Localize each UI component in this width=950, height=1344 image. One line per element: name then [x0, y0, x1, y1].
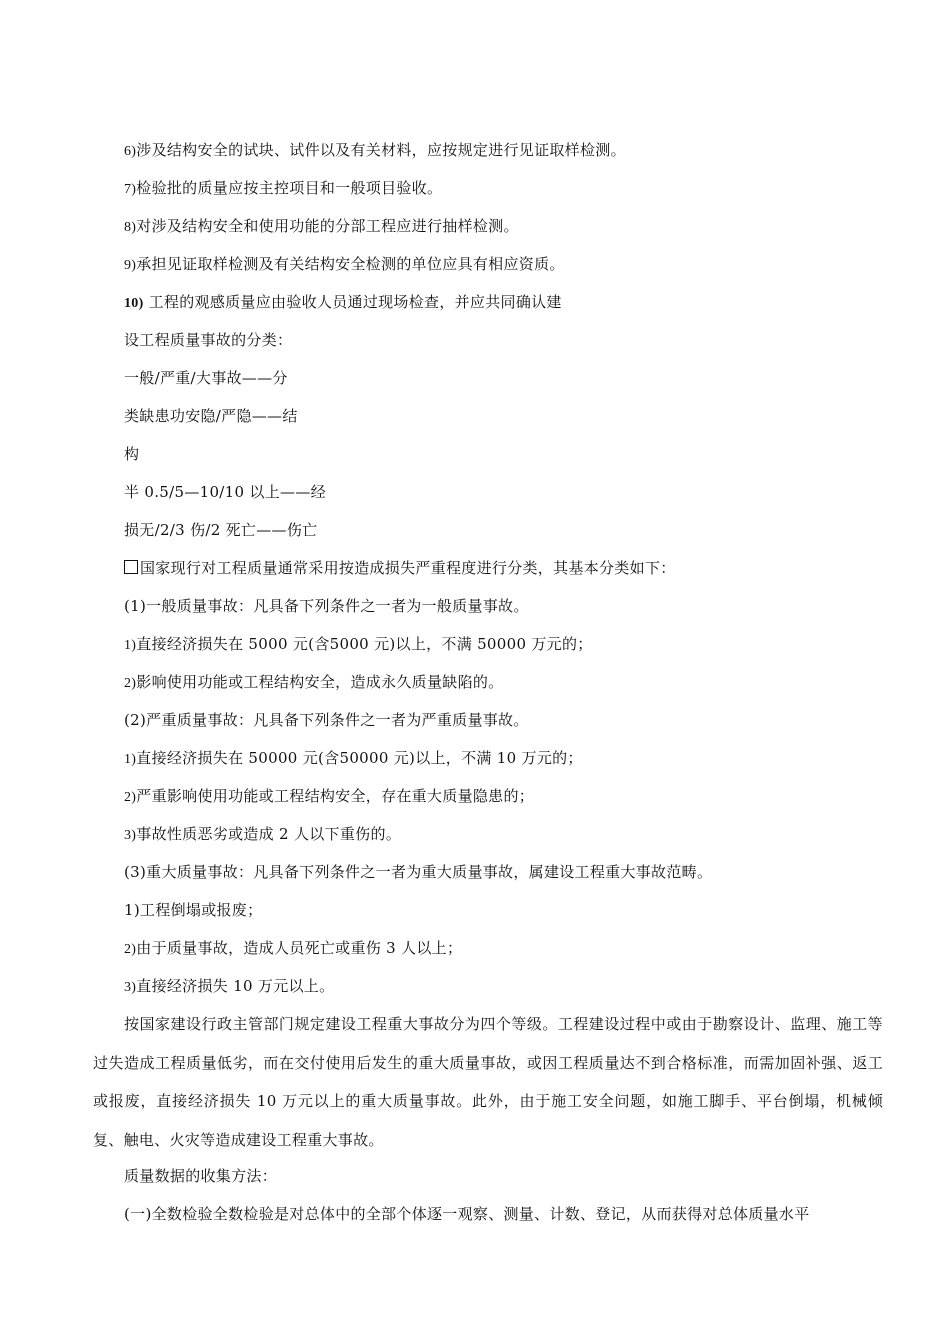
text-line: 质量数据的收集方法：	[124, 1167, 278, 1185]
list-item	[124, 748, 583, 770]
section-heading-classification	[124, 330, 292, 350]
note-line	[124, 406, 298, 426]
item-number: 2)	[124, 942, 137, 957]
list-item	[124, 786, 534, 808]
list-item-6	[124, 140, 626, 162]
item-text: 直接经济损失 10 万元以上。	[136, 977, 335, 995]
item-text: 直接经济损失在 5000 元(含5000 元)以上，不满 50000 万元的；	[136, 635, 593, 653]
list-item	[124, 634, 593, 656]
item-number: 6)	[124, 144, 137, 159]
text-line: (1)一般质量事故：凡具备下列条件之一者为一般质量事故。	[124, 597, 529, 615]
text-line: 损无/2/3 伤/2 死亡——伤亡	[124, 521, 318, 539]
list-item	[124, 824, 401, 846]
text-line: 半 0.5/5—10/10 以上——经	[124, 483, 326, 501]
list-item-10	[124, 292, 562, 314]
item-number: 1)	[124, 752, 137, 767]
item-number: 8)	[124, 220, 137, 235]
list-item	[124, 976, 334, 998]
item-number: 7)	[124, 182, 137, 197]
item-text: 由于质量事故，造成人员死亡或重伤 3 人以上；	[136, 939, 463, 957]
item-number: 2)	[124, 790, 137, 805]
list-item-8	[124, 216, 519, 238]
subheading-major-accident	[124, 862, 712, 882]
subheading-serious-accident	[124, 710, 529, 730]
item-number: 10)	[124, 296, 144, 311]
note-line	[124, 482, 326, 502]
item-text: 直接经济损失在 50000 元(含50000 元)以上，不满 10 万元的；	[136, 749, 583, 767]
item-number: 9)	[124, 258, 137, 273]
item-number: 3)	[124, 828, 137, 843]
item-number: 1)	[124, 638, 137, 653]
paragraph-major-accident-grades: 按国家建设行政主管部门规定建设工程重大事故分为四个等级。工程建设过程中或由于勘察设计、监理、施工等过失造成工程质量低劣，而在交付使用后发生的重大质量事故，或因工程质量达不到合格标准，而需加固补强、返工或报废，直接经济损失 10 万元以上的重大质量事故。此外，由于施工安全问题，如施工脚手、平台倒塌，机械倾复、触电、火灾等造成建设工程重大事故。	[93, 1015, 883, 1149]
item-text: 检验批的质量应按主控项目和一般项目验收。	[136, 179, 443, 197]
item-text: 涉及结构安全的试块、试件以及有关材料，应按规定进行见证取样检测。	[136, 141, 626, 159]
item-text: 影响使用功能或工程结构安全，造成永久质量缺陷的。	[136, 673, 504, 691]
list-item	[124, 672, 503, 694]
text-line: 类缺患功安隐/严隐——结	[124, 407, 298, 425]
text-line: 国家现行对工程质量通常采用按造成损失严重程度进行分类，其基本分类如下：	[140, 559, 676, 577]
list-item-9	[124, 254, 565, 276]
paragraph-full-inspection	[124, 1204, 810, 1224]
list-item	[124, 900, 262, 920]
item-text: 事故性质恶劣或造成 2 人以下重伤的。	[136, 825, 402, 843]
note-line	[124, 520, 317, 540]
text-line: 构	[124, 445, 140, 463]
item-text: 工程的观感质量应由验收人员通过现场检查，并应共同确认建	[143, 293, 562, 311]
item-number: 3)	[124, 980, 137, 995]
text-line: 设工程质量事故的分类：	[124, 331, 293, 349]
item-text: 对涉及结构安全和使用功能的分部工程应进行抽样检测。	[136, 217, 519, 235]
item-text: 承担见证取样检测及有关结构安全检测的单位应具有相应资质。	[136, 255, 565, 273]
note-line	[124, 368, 288, 388]
list-item	[124, 938, 462, 960]
item-text: 严重影响使用功能或工程结构安全，存在重大质量隐患的；	[136, 787, 535, 805]
text-line: (3)重大质量事故：凡具备下列条件之一者为重大质量事故，属建设工程重大事故范畴。	[124, 863, 713, 881]
classification-intro	[124, 558, 676, 578]
text-line: (2)严重质量事故：凡具备下列条件之一者为严重质量事故。	[124, 711, 529, 729]
text-line: (一)全数检验全数检验是对总体中的全部个体逐一观察、测量、计数、登记，从而获得对总体质量水平	[124, 1205, 810, 1223]
list-item-7	[124, 178, 442, 200]
subheading-general-accident	[124, 596, 529, 616]
note-line	[124, 444, 139, 464]
item-text: 1)工程倒塌或报废；	[124, 901, 263, 919]
item-number: 2)	[124, 676, 137, 691]
checkbox-square-icon	[124, 560, 138, 574]
text-line: 一般/严重/大事故——分	[124, 369, 288, 387]
section-heading-data-collection	[124, 1166, 277, 1186]
